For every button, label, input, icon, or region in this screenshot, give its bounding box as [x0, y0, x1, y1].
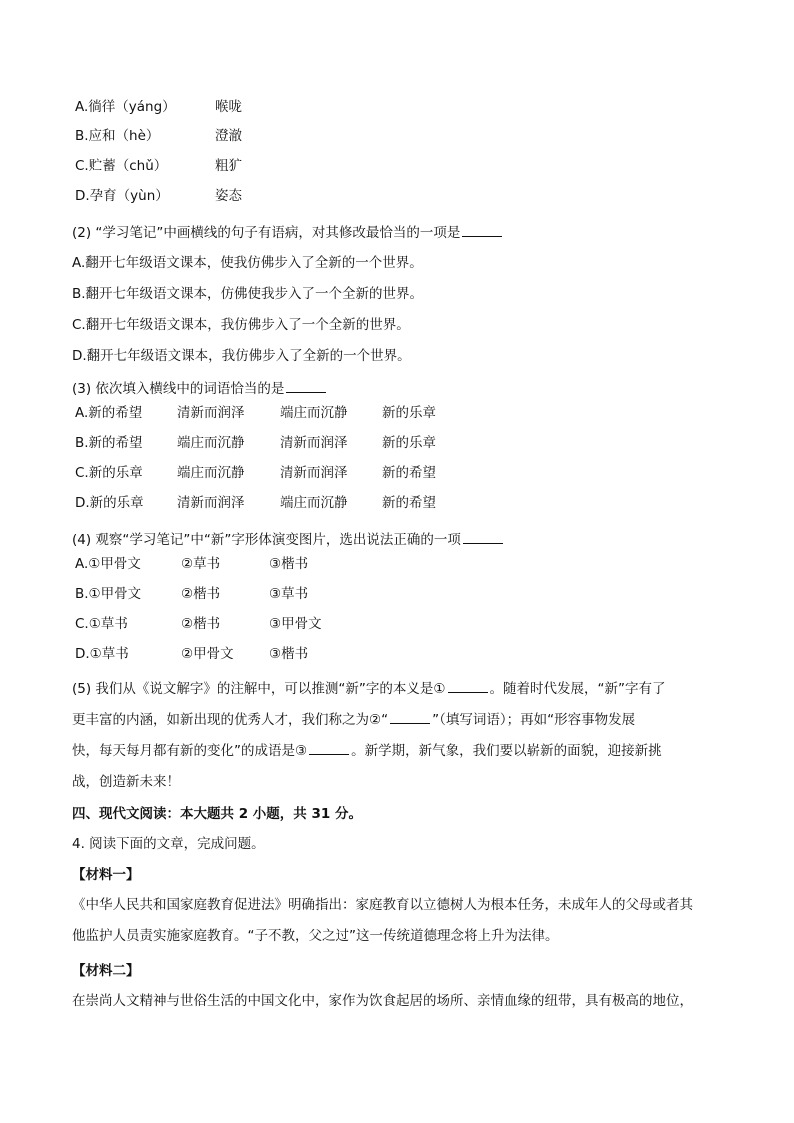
q3-option-c-1: C.新的乐章: [75, 465, 143, 481]
q5-blank-3[interactable]: [309, 740, 349, 755]
q1-option-c-word2: 粗犷: [215, 158, 242, 174]
material-1-line-1: 《中华人民共和国家庭教育促进法》明确指出：家庭教育以立德树人为根本任务，未成年人的父母或者其: [72, 897, 693, 913]
q3-answer-blank[interactable]: [286, 378, 326, 393]
q3-stem-text: (3) 依次填入横线中的词语恰当的是: [72, 381, 285, 397]
q1-option-b-word: B.应和（hè）: [75, 128, 160, 144]
q1-option-c-word: C.贮蓄（chǔ）: [75, 158, 168, 174]
q5-line-1-a: (5) 我们从《说文解字》的注解中，可以推测“新”字的本义是①: [72, 681, 446, 697]
material-2-body: [72, 986, 726, 1017]
q3-option-d-2: 清新而润泽: [177, 495, 245, 511]
q4-option-d-3: ③楷书: [269, 646, 309, 662]
q3-option-a-3: 端庄而沉静: [280, 405, 348, 421]
q5-blank-1[interactable]: [448, 678, 488, 693]
q4-stem: [72, 529, 505, 549]
q5-line-2: [72, 705, 726, 736]
q3-option-d-4: 新的希望: [382, 495, 436, 511]
q4-option-a-2: ②草书: [181, 556, 221, 572]
q3-option-b-1: B.新的希望: [75, 435, 143, 451]
q5-blank-2[interactable]: [390, 709, 430, 724]
q5-line-3-b: 。新学期，新气象，我们要以崭新的面貌，迎接新挑: [351, 743, 662, 759]
q4-option-c-3: ③甲骨文: [269, 616, 322, 632]
q4-option-a-3: ③楷书: [269, 556, 309, 572]
q3-option-c-3: 清新而润泽: [280, 465, 348, 481]
material-2-line-1: 在崇尚人文精神与世俗生活的中国文化中，家作为饮食起居的场所、亲情血缘的纽带，具有极高的地位，: [72, 993, 693, 1009]
q4-option-c-2: ②楷书: [181, 616, 221, 632]
q3-option-b-4: 新的乐章: [382, 435, 436, 451]
q5-line-2-a: 更丰富的内涵，如新出现的优秀人才，我们称之为②“: [72, 712, 389, 728]
q1-option-b-word2: 澄澈: [215, 128, 242, 144]
q1-option-a-word: A.徜徉（yáng）: [75, 99, 176, 115]
q4-option-b-1: B.①甲骨文: [75, 586, 142, 602]
q5-line-1: [72, 674, 726, 705]
q4-option-d-1: D.①草书: [75, 646, 129, 662]
material-2-title: 【材料二】: [72, 963, 140, 979]
material-1-line-2: 他监护人员责实施家庭教育。“子不教，父之过”这一传统道德理念将上升为法律。: [72, 928, 559, 944]
q5-line-4: 战，创造新未来！: [72, 774, 180, 790]
section-4-heading: 四、现代文阅读：本大题共 2 小题，共 31 分。: [72, 806, 362, 822]
q5-paragraph: [72, 674, 726, 798]
q1-option-a-word2: 喉咙: [215, 99, 242, 115]
q2-option-a: A.翻开七年级语文课本，使我仿佛步入了全新的一个世界。: [72, 255, 423, 271]
q2-stem-text: (2) “学习笔记”中画横线的句子有语病，对其修改最恰当的一项是: [72, 225, 461, 241]
q2-answer-blank[interactable]: [462, 222, 502, 237]
q3-option-a-4: 新的乐章: [382, 405, 436, 421]
q3-stem: [72, 378, 328, 398]
q2-option-c: C.翻开七年级语文课本，我仿佛步入了一个全新的世界。: [72, 317, 410, 333]
q3-option-a-2: 清新而润泽: [177, 405, 245, 421]
q4-answer-blank[interactable]: [463, 529, 503, 544]
q4-option-c-1: C.①草书: [75, 616, 128, 632]
q3-option-a-1: A.新的希望: [75, 405, 143, 421]
q4-option-d-2: ②甲骨文: [181, 646, 234, 662]
q4-option-a-1: A.①甲骨文: [75, 556, 141, 572]
q3-option-b-2: 端庄而沉静: [177, 435, 245, 451]
q4-stem-text: (4) 观察“学习笔记”中“新”字形体演变图片，选出说法正确的一项: [72, 532, 461, 548]
material-1-title: 【材料一】: [72, 867, 140, 883]
q3-option-d-1: D.新的乐章: [75, 495, 144, 511]
q5-line-3: [72, 736, 726, 767]
q3-option-b-3: 清新而润泽: [280, 435, 348, 451]
q5-line-2-b: ”（填写词语）；再如“形容事物发展: [432, 712, 636, 728]
material-1-body: [72, 890, 726, 952]
q2-stem: [72, 222, 504, 242]
q3-option-d-3: 端庄而沉静: [280, 495, 348, 511]
q4-option-b-3: ③草书: [269, 586, 309, 602]
q4-reading-intro: 4. 阅读下面的文章，完成问题。: [72, 836, 265, 852]
q1-option-d-word: D.孕育（yùn）: [75, 188, 169, 204]
q2-option-b: B.翻开七年级语文课本，仿佛使我步入了一个全新的世界。: [72, 286, 424, 302]
q3-option-c-4: 新的希望: [382, 465, 436, 481]
q5-line-1-b: 。随着时代发展，“新”字有了: [489, 681, 666, 697]
q5-line-3-a: 快，每天每月都有新的变化”的成语是③: [72, 743, 308, 759]
q3-option-c-2: 端庄而沉静: [177, 465, 245, 481]
q2-option-d: D.翻开七年级语文课本，我仿佛步入了全新的一个世界。: [72, 348, 411, 364]
q4-option-b-2: ②楷书: [181, 586, 221, 602]
q1-option-d-word2: 姿态: [215, 188, 242, 204]
